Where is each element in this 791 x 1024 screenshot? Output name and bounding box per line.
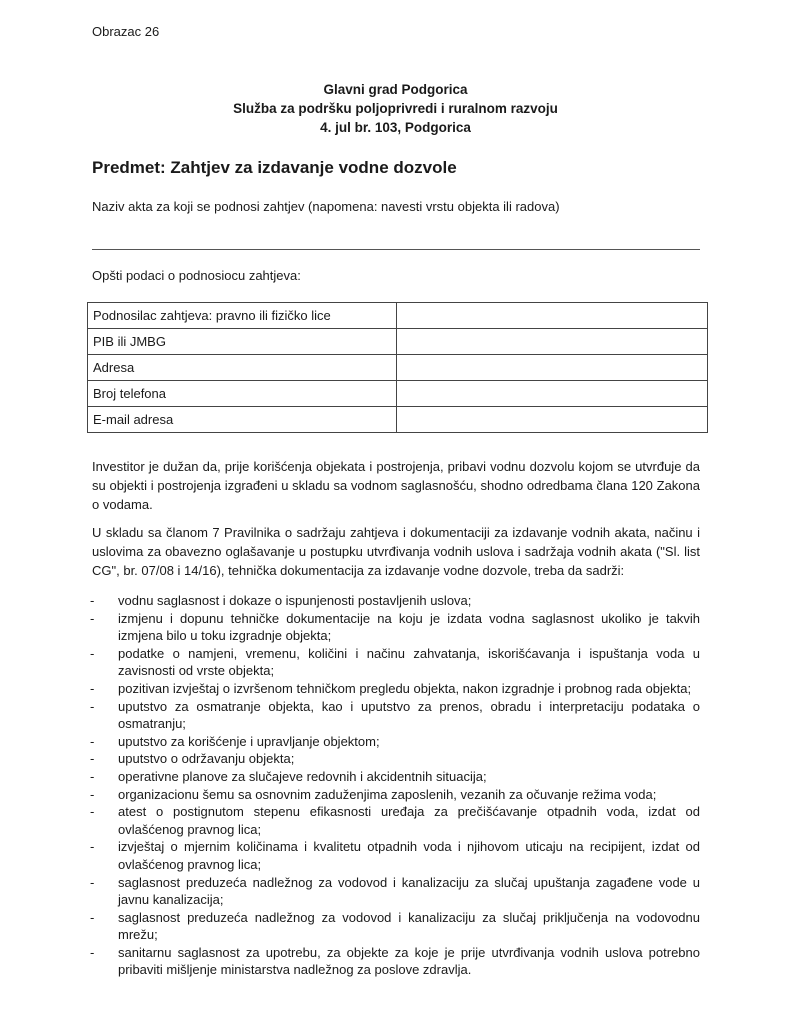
list-item: - organizacionu šemu sa osnovnim zaduženjima zaposlenih, vezanih za očuvanje režima voda; [90, 786, 657, 802]
list-item: - podatke o namjeni, vremenu, količini i načinu zahvatanja, iskorišćavanja i ispuštanja voda u zavisnosti od vrste objekta; [90, 645, 700, 679]
row-value-field[interactable] [397, 303, 708, 329]
list-item: - vodnu saglasnost i dokaze o ispunjenosti postavljenih uslova; [90, 593, 472, 608]
act-name-field-line[interactable] [92, 249, 700, 250]
dash-bullet-icon: - [90, 645, 95, 661]
table-row [88, 355, 708, 381]
dash-bullet-icon: - [90, 786, 95, 802]
table-row [88, 329, 708, 355]
header-address: 4. jul br. 103, Podgorica [320, 120, 471, 135]
row-value-field[interactable] [397, 407, 708, 433]
dash-bullet-icon: - [90, 733, 95, 749]
table-row [88, 381, 708, 407]
paragraph-investor-obligation: Investitor je dužan da, prije korišćenja objekata i postrojenja, pribavi vodnu dozvolu kojom se utvrđuje da su objekti i postrojenja izgrađeni u skladu sa vodnom saglasnošću, shodno odredbama člana 120 Zakona o vodama. [92, 459, 700, 512]
dash-bullet-icon: - [90, 909, 95, 925]
row-value-field[interactable] [397, 355, 708, 381]
list-item: - uputstvo o održavanju objekta; [90, 751, 295, 767]
list-item: - uputstvo za osmatranje objekta, kao i uputstvo za prenos, obradu i interpretaciju podataka o osmatranju; [90, 698, 700, 732]
row-label: PIB ili JMBG [88, 329, 397, 355]
table-row [88, 303, 708, 329]
dash-bullet-icon: - [90, 768, 95, 784]
applicant-section-label: Opšti podaci o podnosiocu zahtjeva: [92, 268, 301, 283]
paragraph-regulation: U skladu sa članom 7 Pravilnika o sadržaju zahtjeva i dokumentaciji za izdavanje vodnih akata, načinu i uslovima za obavezno oglašavanje u postupku utvrđivanja vodnih uslova i sadržaja vodnih akata ("Sl. list CG", br. 07/08 i 14/16), tehnička dokumentacija za izdavanje vodne dozvole, treba da sadrži: [92, 525, 700, 578]
row-label: Broj telefona [88, 381, 397, 407]
act-name-label: Naziv akta za koji se podnosi zahtjev (napomena: navesti vrstu objekta ili radova) [92, 199, 560, 214]
row-label: E-mail adresa [88, 407, 397, 433]
list-item: - saglasnost preduzeća nadležnog za vodovod i kanalizaciju za slučaj upuštanja zagađene vode u javnu kanalizacija; [90, 874, 700, 908]
dash-bullet-icon: - [90, 804, 95, 820]
row-value-field[interactable] [397, 329, 708, 355]
dash-bullet-icon: - [90, 680, 95, 696]
row-label: Adresa [88, 355, 397, 381]
dash-bullet-icon: - [90, 944, 95, 960]
list-item: - uputstvo za korišćenje i upravljanje objektom; [90, 733, 380, 749]
list-item: - operativne planove za slučajeve redovnih i akcidentnih situacija; [90, 768, 487, 784]
subject-title: Predmet: Zahtjev za izdavanje vodne dozvole [92, 158, 457, 177]
list-item: - izvještaj o mjernim količinama i kvalitetu otpadnih voda i njihovom uticaju na recipijent, izdat od ovlašćenog pravnog lica; [90, 839, 700, 872]
row-value-field[interactable] [397, 381, 708, 407]
header-city: Glavni grad Podgorica [323, 82, 468, 97]
applicant-info-table [87, 302, 708, 433]
requirements-list [92, 592, 700, 979]
list-item: - saglasnost preduzeća nadležnog za vodovod i kanalizaciju za slučaj priključenja na vodovodnu mrežu; [90, 909, 700, 943]
list-item: - atest o postignutom stepenu efikasnosti uređaja za prečišćavanje otpadnih voda, izdat od ovlašćenog pravnog lica; [90, 804, 700, 837]
dash-bullet-icon: - [90, 751, 95, 767]
list-item: - pozitivan izvještaj o izvršenom tehničkom pregledu objekta, nakon izgradnje i probnog rada objekta; [90, 680, 692, 696]
dash-bullet-icon: - [90, 874, 95, 890]
row-label: Podnosilac zahtjeva: pravno ili fizičko lice [88, 303, 397, 329]
dash-bullet-icon: - [90, 839, 95, 855]
dash-bullet-icon: - [90, 698, 95, 714]
table-row [88, 407, 708, 433]
header-service: Služba za podršku poljoprivredi i ruralnom razvoju [233, 101, 558, 116]
list-item: - sanitarnu saglasnost za upotrebu, za objekte za koje je prije utvrđivanja vodnih uslova potrebno pribaviti mišljenje ministarstva nadležnog za poslove zdravlja. [90, 944, 700, 978]
dash-bullet-icon: - [90, 593, 95, 608]
form-number: Obrazac 26 [92, 24, 160, 39]
list-item: - izmjenu i dopunu tehničke dokumentacije na koju je izdata vodna saglasnost ukoliko je takvih izmjena bilo u toku izgradnje objekta; [90, 610, 700, 644]
dash-bullet-icon: - [90, 610, 95, 626]
